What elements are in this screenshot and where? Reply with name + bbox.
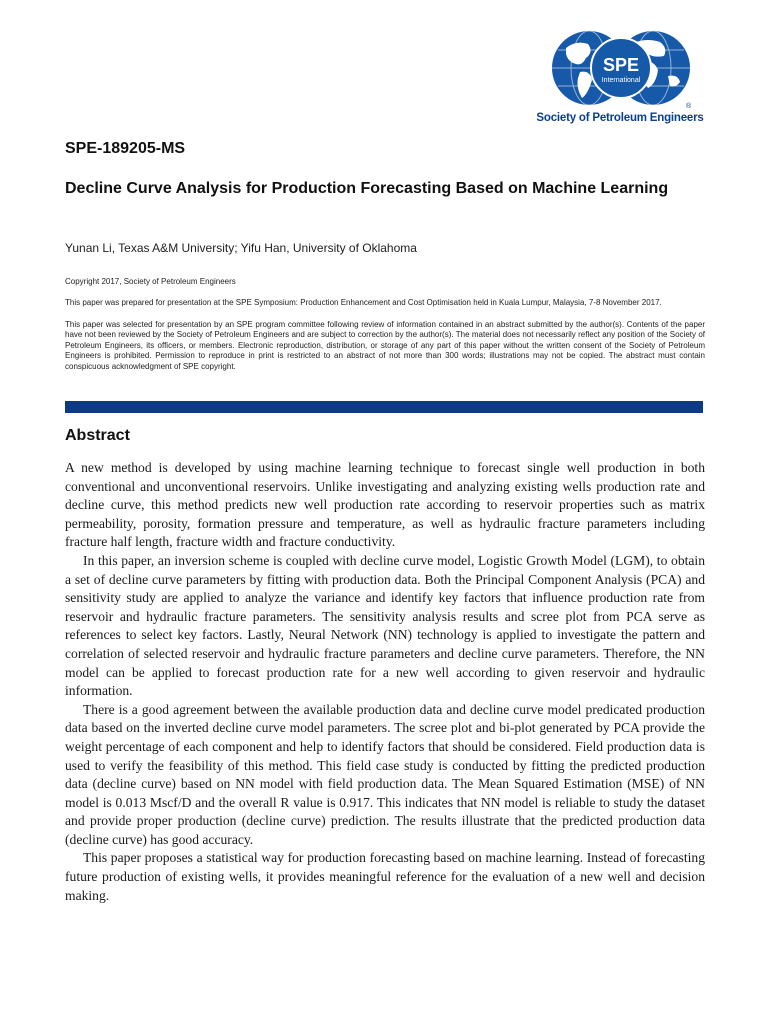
authors: Yunan Li, Texas A&M University; Yifu Han, University of Oklahoma xyxy=(65,241,417,255)
abstract-body xyxy=(65,459,705,905)
paper-title: Decline Curve Analysis for Production Forecasting Based on Machine Learning xyxy=(65,180,669,197)
paper-id: SPE-189205-MS xyxy=(65,140,186,157)
section-divider xyxy=(65,401,703,413)
globe-icon xyxy=(536,28,706,112)
spe-logo xyxy=(536,28,706,128)
abstract-paragraph: This paper proposes a statistical way for production forecasting based on machine learning. Instead of forecasting future production of existing wells, it provides meaningful reference for the evaluation of a new well and decision making. xyxy=(65,850,705,903)
logo-caption: Society of Petroleum Engineers xyxy=(536,112,704,124)
abstract-paragraph: In this paper, an inversion scheme is coupled with decline curve model, Logistic Growth Model (LGM), to obtain a set of decline curve parameters by fitting with production data. Both the Principal Component Analysis (PCA) and sensitivity study are applied to analyze the variance and identify key factors that influence production rate from reservoir and hydraulic fracture parameters. The sensitivity analysis results and scree plot from PCA serve as references to select key factors. Lastly, Neural Network (NN) technology is applied to investigate the pattern and correlation of selected reservoir and hydraulic fracture parameters and decline curve parameters. Therefore, the NN model can be applied to forecast production rate for a new well according to given reservoir and hydraulic information. xyxy=(65,552,705,699)
copyright-note: Copyright 2017, Society of Petroleum Engineers xyxy=(65,277,236,286)
selection-disclaimer: This paper was selected for presentation by an SPE program committee following review of information contained in an abstract submitted by the author(s). Contents of the paper have not been reviewed by the Society of Petroleum Engineers and are subject to correction by the author(s). The material does not necessarily reflect any position of the Society of Petroleum Engineers, its officers, or members. Electronic reproduction, distribution, or storage of any part of this paper without the written consent of the Society of Petroleum Engineers is prohibited. Permission to reproduce in print is restricted to an abstract of not more than 300 words; illustrations may not be copied. The abstract must contain conspicuous acknowledgment of SPE copyright. xyxy=(65,320,705,371)
abstract-paragraph: A new method is developed by using machine learning technique to forecast single well production in both conventional and unconventional reservoirs. Unlike investigating and analyzing existing wells production rate and decline curve, this method predicts new well production rate according to reservoir properties such as matrix permeability, porosity, formation pressure and temperature, as well as hydraulic fracture parameters including fracture half length, fracture width and fracture conductivity. xyxy=(65,460,705,550)
abstract-heading: Abstract xyxy=(65,427,130,444)
logo-letters: SPE xyxy=(602,55,640,75)
abstract-paragraph: There is a good agreement between the available production data and decline curve model predicated production data based on the inverted decline curve model parameters. The scree plot and bi-plot generated by PCA provide the weight percentage of each component and help to identify factors that should be considered. Field production data is used to verify the feasibility of this method. This field case study is conducted by fitting the predicted production data (decline curve) based on NN model with field production data. The Mean Squared Estimation (MSE) of NN model is 0.013 Mscf/D and the overall R value is 0.917. This indicates that NN model is reliable to study the dataset and provide proper production (decline curve) prediction. The results illustrate that the predicted production data (decline curve) has good accuracy. xyxy=(65,701,705,847)
logo-subtitle: International xyxy=(601,77,641,84)
presentation-note: This paper was prepared for presentation at the SPE Symposium: Production Enhancement and Cost Optimisation held in Kuala Lumpur, Malaysia, 7-8 November 2017. xyxy=(65,298,662,307)
registered-mark: ® xyxy=(686,103,692,110)
